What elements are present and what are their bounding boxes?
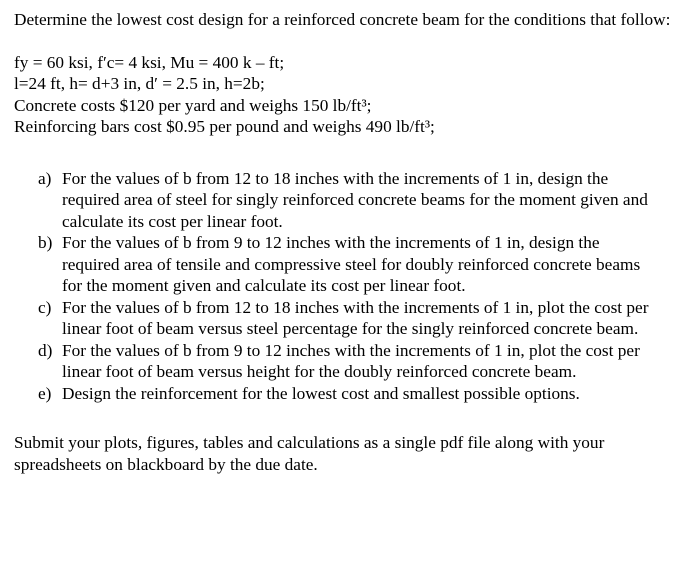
condition-concrete-cost: Concrete costs $120 per yard and weighs 150 lb/ft³; bbox=[14, 95, 372, 115]
condition-material-strengths: fy = 60 ksi, f′c= 4 ksi, Mu = 400 k – ft; bbox=[14, 52, 285, 72]
problem-statement bbox=[14, 9, 679, 475]
task-item-c bbox=[14, 297, 679, 340]
task-item-a bbox=[14, 168, 679, 233]
task-text: For the values of b from 12 to 18 inches with the increments of 1 in, design the required area of steel for singly reinforced concrete beams for the moment given and calculate its cost per linear foot. bbox=[62, 168, 648, 231]
task-marker: d) bbox=[38, 340, 53, 360]
task-text: Design the reinforcement for the lowest cost and smallest possible options. bbox=[62, 383, 580, 403]
task-text: For the values of b from 9 to 12 inches with the increments of 1 in, plot the cost per linear foot of beam versus height for the doubly reinforced concrete beam. bbox=[62, 340, 640, 381]
condition-geometry: l=24 ft, h= d+3 in, d′ = 2.5 in, h=2b; bbox=[14, 74, 265, 93]
design-conditions bbox=[14, 52, 679, 138]
task-list bbox=[14, 168, 679, 405]
task-item-e bbox=[14, 383, 679, 405]
task-item-b bbox=[14, 232, 679, 297]
task-marker: e) bbox=[38, 383, 52, 403]
task-text: For the values of b from 12 to 18 inches with the increments of 1 in, plot the cost per linear foot of beam versus steel percentage for the singly reinforced concrete beam. bbox=[62, 297, 649, 338]
task-marker: b) bbox=[38, 233, 53, 252]
task-marker: a) bbox=[38, 168, 52, 188]
intro-paragraph: Determine the lowest cost design for a reinforced concrete beam for the conditions that follow: bbox=[14, 10, 671, 29]
task-text: For the values of b from 9 to 12 inches with the increments of 1 in, design the required area of tensile and compressive steel for doubly reinforced concrete beams for the moment given and calculate its cost per linear foot. bbox=[62, 233, 641, 295]
task-marker: c) bbox=[38, 297, 52, 317]
task-item-d bbox=[14, 340, 679, 383]
submission-instructions: Submit your plots, figures, tables and calculations as a single pdf file along with your spreadsheets on blackboard by the due date. bbox=[14, 433, 605, 474]
condition-rebar-cost: Reinforcing bars cost $0.95 per pound and weighs 490 lb/ft³; bbox=[14, 117, 435, 136]
